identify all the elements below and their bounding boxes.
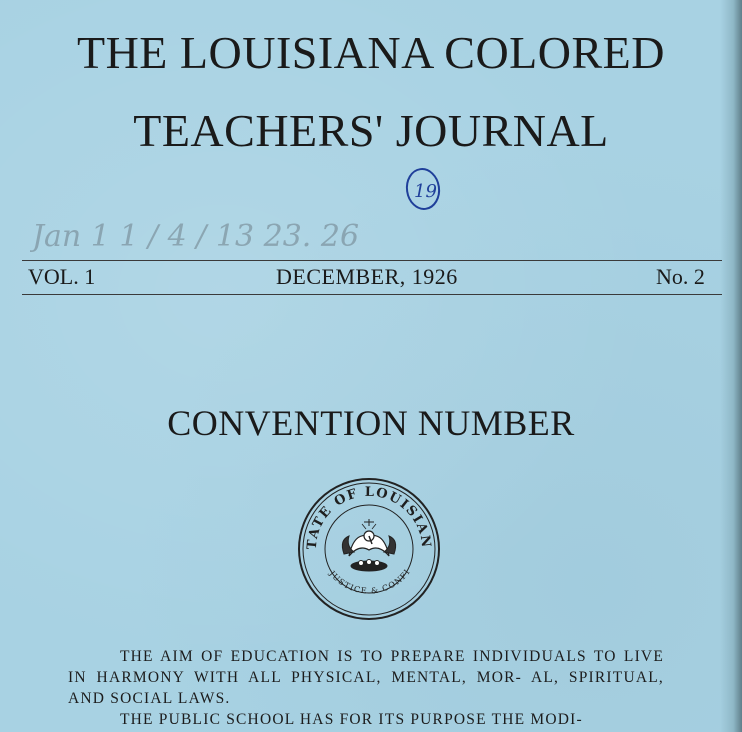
body-paragraph-1: THE AIM OF EDUCATION IS TO PREPARE INDIVIDUALS TO LIVE IN HARMONY WITH ALL PHYSICAL, MENTAL, MOR- AL, SPIRITUAL, AND SOCIAL LAWS. bbox=[68, 648, 664, 707]
pencil-note bbox=[30, 212, 430, 267]
volume-label: VOL. 1 bbox=[28, 264, 96, 289]
issue-number: No. 2 bbox=[656, 264, 705, 289]
circled-number-text: 19 bbox=[414, 181, 437, 202]
pelican-emblem bbox=[342, 519, 395, 571]
body-paragraph-2: THE PUBLIC SCHOOL HAS FOR ITS PURPOSE THE MODI- bbox=[120, 711, 583, 728]
state-seal bbox=[294, 474, 444, 629]
journal-title-line-2: TEACHERS' JOURNAL bbox=[133, 105, 609, 156]
convention-heading: CONVENTION NUMBER bbox=[167, 403, 575, 443]
issue-date: DECEMBER, 1926 bbox=[276, 264, 458, 289]
seal-motto-text: JUSTICE & CONFI bbox=[327, 567, 413, 596]
journal-title-line-1: THE LOUISIANA COLORED bbox=[76, 27, 665, 78]
bottom-rule bbox=[22, 294, 722, 295]
top-rule bbox=[22, 260, 722, 261]
circled-number-annotation bbox=[403, 166, 443, 217]
seal-state-text: TATE OF LOUISIAN bbox=[304, 484, 434, 551]
body-text bbox=[68, 646, 664, 730]
pencil-note-text: Jan 1 1 / 4 / 13 23. 26 bbox=[32, 219, 360, 254]
